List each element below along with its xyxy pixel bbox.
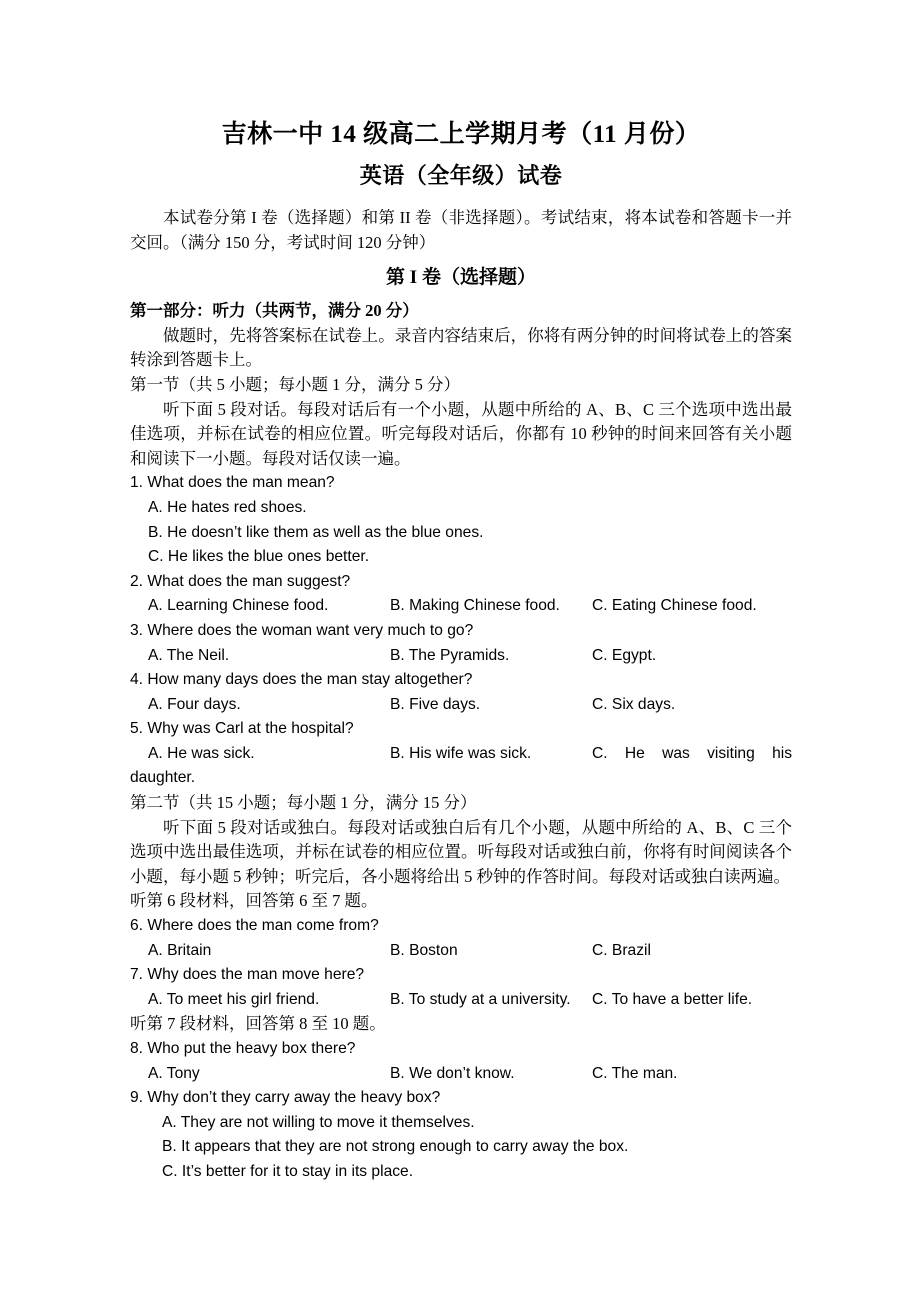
question-stem: [130, 619, 792, 644]
option-item[interactable]: B. We don’t know.: [390, 1064, 515, 1082]
option-item[interactable]: A. He hates red shoes.: [148, 498, 307, 516]
question-stem: [130, 471, 792, 496]
intro-paragraph: 本试卷分第 I 卷（选择题）和第 II 卷（非选择题）。考试结束，将本试卷和答题卡一并交回。（满分 150 分，考试时间 120 分钟）: [130, 208, 792, 252]
question-number: 9.: [130, 1089, 144, 1107]
question-stem: [130, 1037, 792, 1062]
question-stem: [130, 717, 792, 742]
section-two-heading: 第二节（共 15 小题；每小题 1 分，满分 15 分）: [130, 793, 477, 813]
question-number: 5.: [130, 720, 144, 738]
option-item[interactable]: C. To have a better life.: [592, 990, 753, 1008]
option-row: [130, 693, 792, 718]
option-item[interactable]: A. To meet his girl friend.: [148, 990, 320, 1008]
question-text: Why was Carl at the hospital?: [147, 720, 354, 738]
question-text: Why does the man move here?: [147, 966, 365, 984]
option-row: [130, 988, 792, 1013]
option-item[interactable]: C. He likes the blue ones better.: [148, 548, 370, 566]
material-6-cue: 听第 6 段材料，回答第 6 至 7 题。: [130, 891, 378, 911]
option-item[interactable]: C. Eating Chinese food.: [592, 597, 757, 615]
document-content: [130, 118, 792, 1185]
option-item[interactable]: C. Brazil: [592, 941, 651, 959]
option-row: [130, 644, 792, 669]
question-number: 1.: [130, 474, 144, 492]
question-number: 3.: [130, 621, 144, 639]
question-text: What does the man suggest?: [147, 572, 351, 590]
page-title: 吉林一中 14 级高二上学期月考（11 月份）: [221, 121, 701, 148]
question-text: Who put the heavy box there?: [147, 1040, 356, 1057]
question-stem: [130, 668, 792, 693]
section-two-instruction: 听下面 5 段对话或独白。每段对话或独白后有几个小题，从题中所给的 A、B、C 三个选项中选出最佳选项，并标在试卷的相应位置。听每段对话或独白前，你将有时间阅读各个小题，每小题 5 秒钟；听完后，各小题将给出 5 秒钟的作答时间。每段对话或独白读两遍。: [130, 817, 792, 886]
option-item[interactable]: C. The man.: [592, 1064, 678, 1082]
question-stem: [130, 1086, 792, 1111]
option-item[interactable]: C. Egypt.: [592, 646, 657, 664]
option-item[interactable]: A. Tony: [148, 1064, 200, 1082]
option-item[interactable]: B. His wife was sick.: [390, 744, 532, 762]
option-item[interactable]: B. It appears that they are not strong enough to carry away the box.: [162, 1138, 629, 1156]
option-row: [130, 594, 792, 619]
question-number: 4.: [130, 671, 144, 689]
option-item[interactable]: B. To study at a university.: [390, 990, 571, 1008]
section-one-instruction: 听下面 5 段对话。每段对话后有一个小题，从题中所给的 A、B、C 三个选项中选出最佳选项，并标在试卷的相应位置。听完每段对话后，你都有 10 秒钟的时间来回答有关小题和阅读下一小题。每段对话仅读一遍。: [130, 399, 792, 468]
option-item[interactable]: B. He doesn’t like them as well as the blue ones.: [148, 523, 484, 541]
option-item[interactable]: B. Boston: [390, 941, 458, 959]
option-row: [130, 1062, 792, 1087]
paper-section-heading: 第 I 卷（选择题）: [386, 267, 536, 289]
option-item[interactable]: B. The Pyramids.: [390, 646, 510, 664]
option-row: [130, 939, 792, 964]
option-item[interactable]: A. Four days.: [148, 695, 241, 713]
question-number: 2.: [130, 572, 144, 590]
option-item[interactable]: A. Learning Chinese food.: [148, 597, 329, 615]
option-item[interactable]: B. Making Chinese food.: [390, 597, 560, 615]
question-number: 7.: [130, 966, 144, 984]
question-stem: [130, 963, 792, 988]
question-text: Where does the woman want very much to go?: [147, 621, 474, 639]
question-text: What does the man mean?: [147, 474, 335, 492]
option-item[interactable]: B. Five days.: [390, 695, 481, 713]
option-continuation: daughter.: [130, 769, 196, 787]
option-item[interactable]: A. They are not willing to move it themselves.: [162, 1113, 475, 1131]
part-one-note: 做题时，先将答案标在试卷上。录音内容结束后，你将有两分钟的时间将试卷上的答案转涂到答题卡上。: [130, 325, 792, 370]
question-text: How many days does the man stay altogether?: [147, 671, 473, 689]
page-subtitle: 英语（全年级）试卷: [359, 163, 563, 188]
option-item[interactable]: C. Six days.: [592, 695, 676, 713]
option-item[interactable]: A. He was sick.: [148, 744, 255, 762]
option-item[interactable]: C. He was visiting his: [592, 744, 792, 762]
question-text: Why don’t they carry away the heavy box?: [147, 1089, 441, 1107]
material-7-cue: 听第 7 段材料，回答第 8 至 10 题。: [130, 1014, 386, 1034]
question-stem: [130, 570, 792, 595]
option-item[interactable]: A. The Neil.: [148, 646, 230, 664]
option-item[interactable]: A. Britain: [148, 941, 212, 959]
option-row: [130, 742, 792, 767]
section-one-heading: 第一节（共 5 小题；每小题 1 分，满分 5 分）: [130, 374, 460, 394]
question-text: Where does the man come from?: [147, 917, 379, 935]
question-number: 6.: [130, 917, 144, 935]
option-item[interactable]: C. It’s better for it to stay in its place.: [162, 1162, 414, 1180]
question-number: 8.: [130, 1040, 144, 1057]
question-stem: [130, 914, 792, 939]
part-one-heading: 第一部分：听力（共两节，满分 20 分）: [130, 301, 419, 321]
